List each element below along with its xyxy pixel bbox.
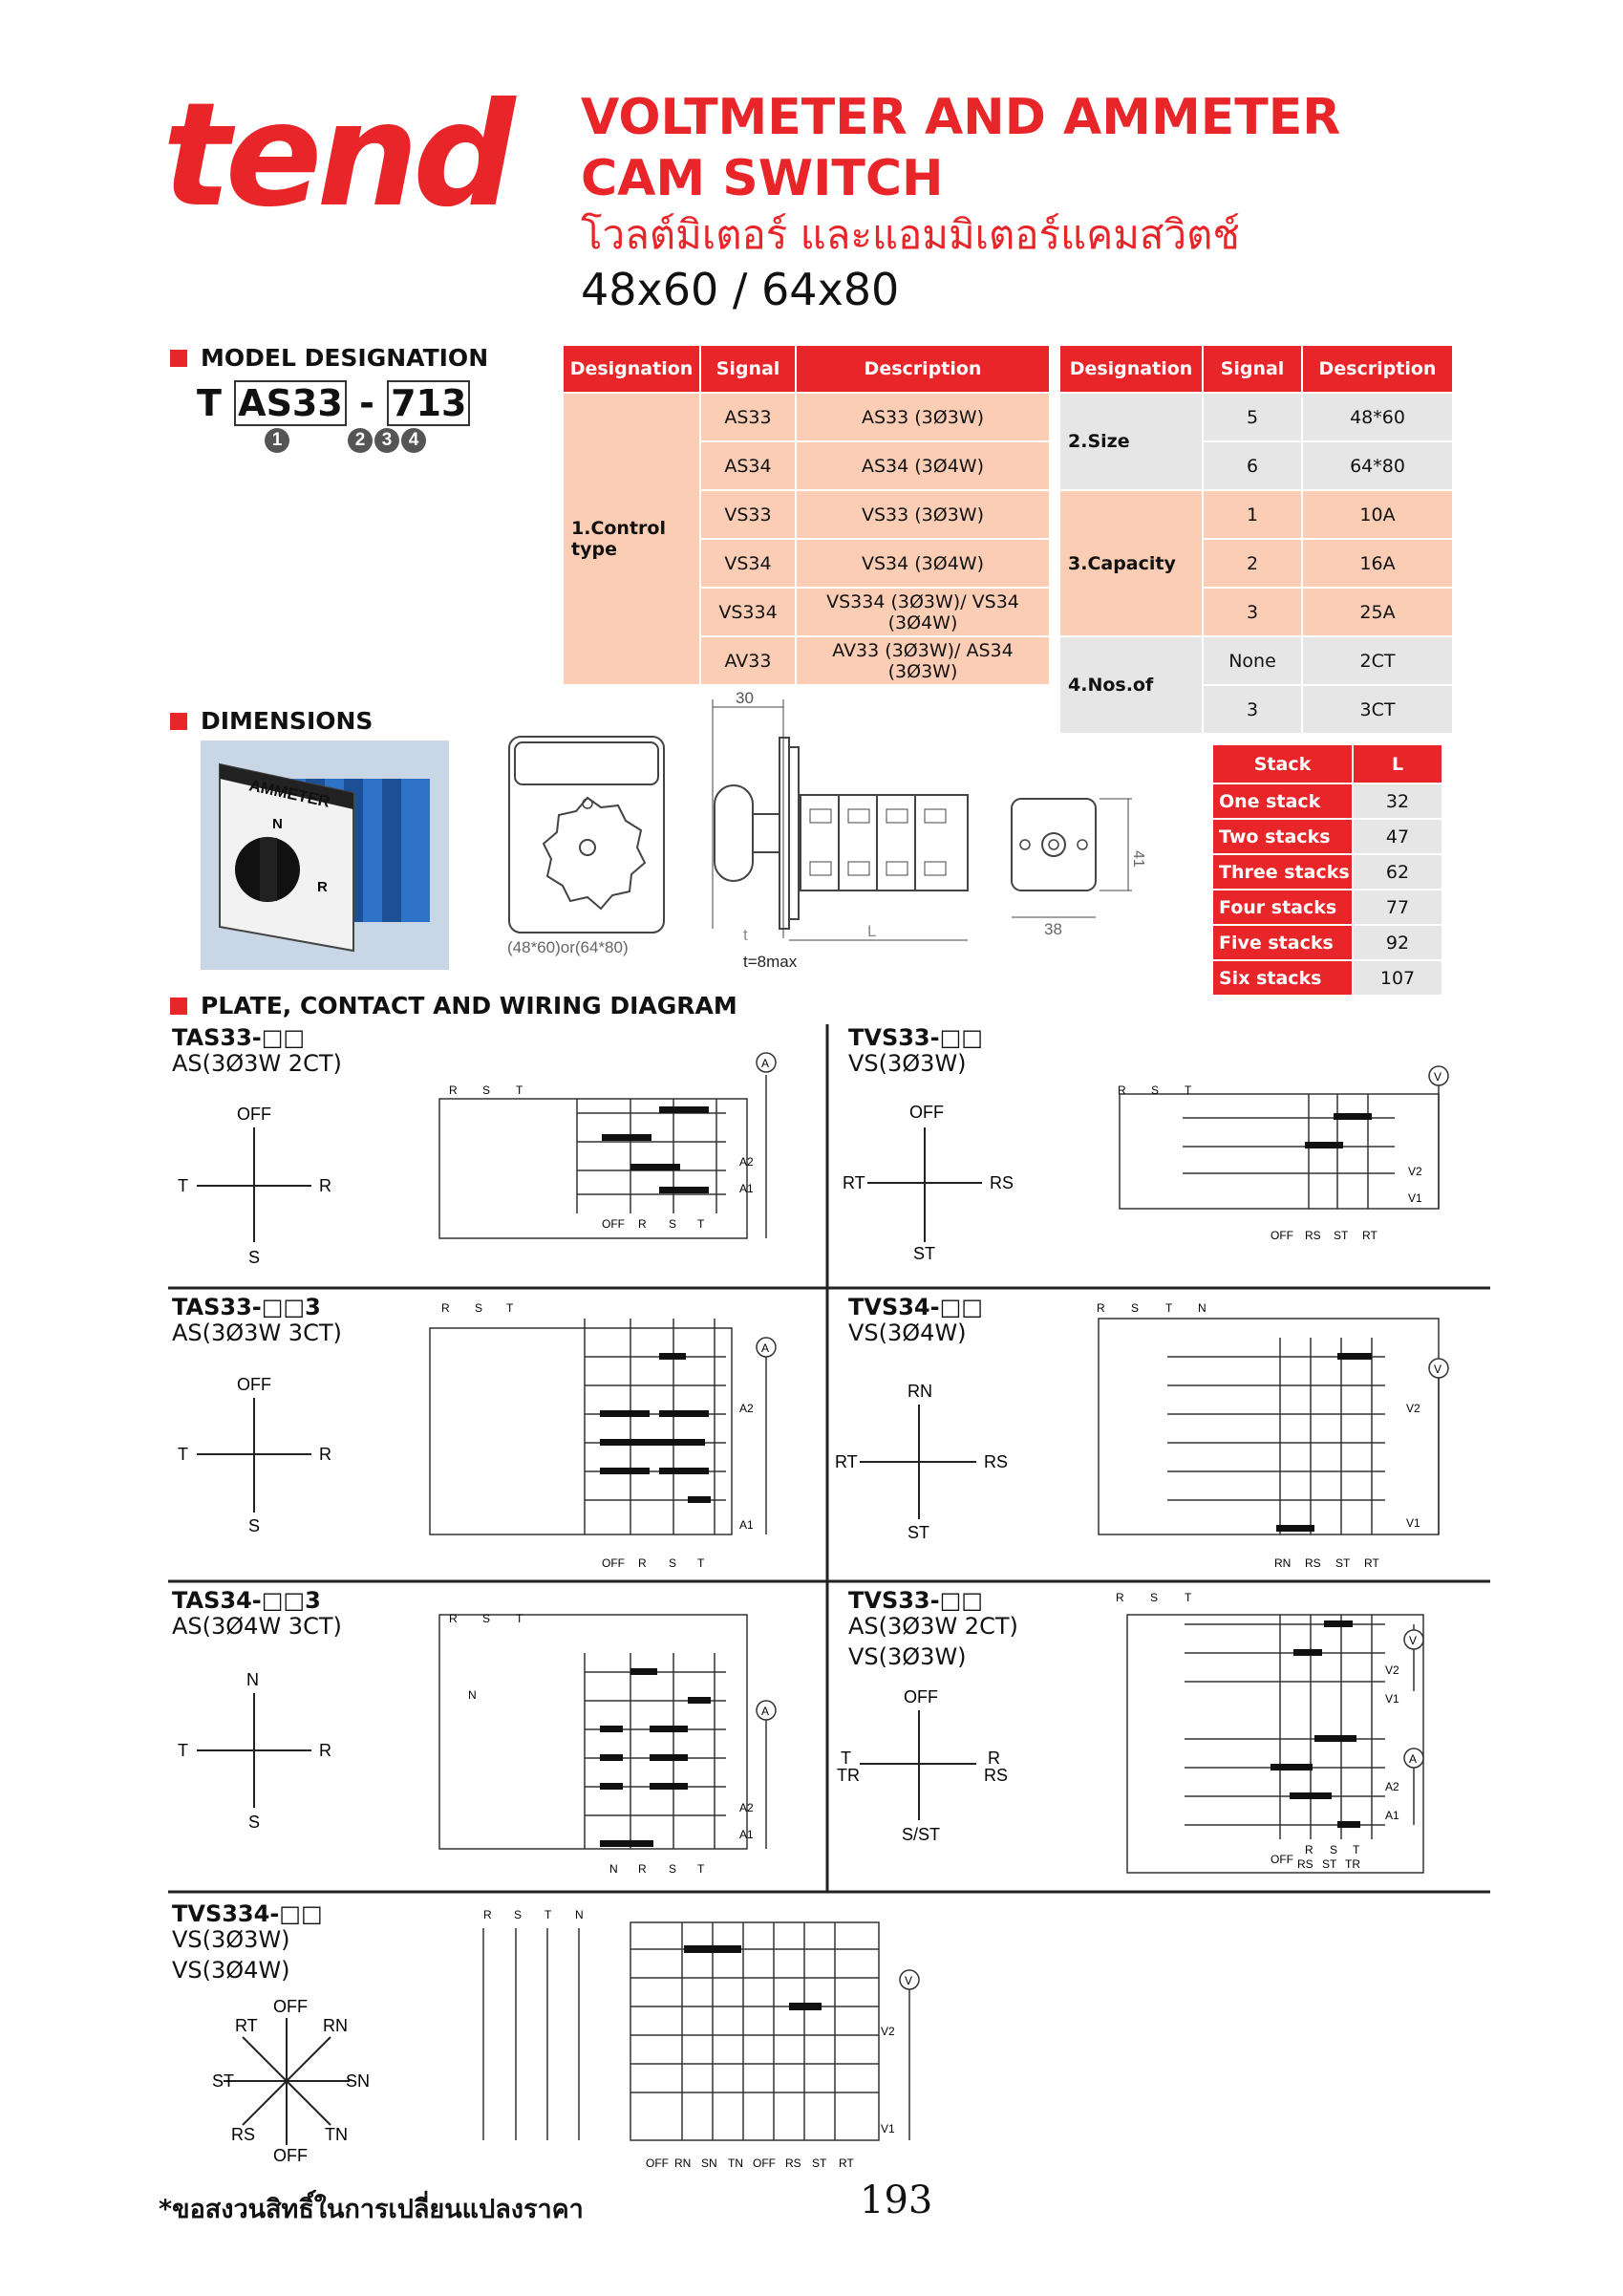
terminal-label: RT: [1362, 1229, 1377, 1242]
terminal-label: RT: [839, 2157, 854, 2170]
line-label: A1: [739, 1828, 754, 1841]
wiring-schematic: [1127, 1615, 1423, 1873]
diagram-subtitle: VS(3Ø3W): [848, 1050, 967, 1077]
terminal-label: R: [638, 1556, 647, 1570]
terminal-label: OFF: [646, 2157, 669, 2170]
meter-symbol: A: [761, 1057, 770, 1070]
meter-symbol: V: [1434, 1363, 1442, 1376]
cell-description: VS334 (3Ø3W)/ VS34 (3Ø4W): [796, 588, 1050, 636]
terminal-label: S: [1150, 1591, 1159, 1604]
col-header: Designation: [1059, 345, 1203, 393]
cell-description: VS34 (3Ø4W): [796, 539, 1050, 588]
terminal-label: T: [516, 1612, 523, 1625]
terminal-label: T: [697, 1862, 705, 1876]
dial-label: OFF: [273, 1997, 308, 2016]
dial-label: ST: [908, 1523, 930, 1542]
terminal-label: ST: [812, 2157, 827, 2170]
dial-label: R: [319, 1741, 331, 1760]
diagram-subtitle: VS(3Ø4W): [172, 1957, 290, 1984]
dial-label: TN: [325, 2125, 348, 2144]
dim-label: 38: [1044, 920, 1062, 938]
dial-label: TR: [837, 1766, 860, 1785]
dial-label: RN: [323, 2016, 348, 2035]
dial-label: T: [178, 1176, 188, 1195]
dial-label: OFF: [904, 1687, 938, 1706]
wiring-schematic: [1120, 1080, 1439, 1209]
dial-label: RS: [231, 2125, 256, 2144]
dial-label: SN: [346, 2071, 371, 2091]
photo-mark: N: [272, 816, 283, 832]
group-label: 4.Nos.of: [1059, 636, 1203, 734]
switch-dial: [197, 1693, 311, 1808]
meter-symbol: A: [1409, 1752, 1418, 1766]
terminal-label: R: [483, 1908, 492, 1921]
terminal-label: SN: [701, 2157, 717, 2170]
terminal-label: T: [1353, 1843, 1360, 1856]
marker-circle: 2: [348, 428, 373, 453]
model-code-2: 713: [387, 380, 470, 426]
diagram-subtitle: AS(3Ø3W 2CT): [172, 1050, 342, 1077]
group-label: 3.Capacity: [1059, 490, 1203, 636]
cell-description: AS34 (3Ø4W): [796, 441, 1050, 490]
terminal-label: OFF: [602, 1217, 625, 1231]
dim-label: 30: [736, 690, 754, 707]
model-code-1: AS33: [234, 380, 347, 426]
photo-mark: R: [317, 879, 328, 895]
diagram-title: TVS34-□□: [848, 1294, 983, 1320]
cell-description: VS33 (3Ø3W): [796, 490, 1050, 539]
dial-label: RT: [843, 1173, 865, 1192]
diagram-title: TVS334-□□: [172, 1900, 323, 1927]
dial-label: RS: [990, 1173, 1014, 1192]
diagram-subtitle: AS(3Ø3W 3CT): [172, 1320, 342, 1346]
stack-name: Four stacks: [1212, 890, 1353, 925]
dial-label: RN: [908, 1382, 932, 1401]
terminal-label: R: [1305, 1843, 1313, 1856]
dial-label: OFF: [237, 1375, 271, 1394]
terminal-label: N: [609, 1862, 618, 1876]
stack-name: Two stacks: [1212, 819, 1353, 854]
terminal-label: T: [516, 1084, 523, 1097]
line-label: A1: [739, 1518, 754, 1532]
line-label: V2: [1385, 1663, 1399, 1677]
terminal-label: T: [506, 1301, 514, 1315]
diagram-title: TAS34-□□3: [172, 1587, 321, 1614]
photo-label: AMMETER: [247, 776, 332, 811]
terminal-label: S: [669, 1862, 677, 1876]
terminal-label: S: [482, 1084, 491, 1097]
line-label: A1: [739, 1182, 754, 1195]
diagram-subtitle: AS(3Ø4W 3CT): [172, 1613, 342, 1640]
terminal-label: N: [1198, 1301, 1207, 1315]
terminal-label: TR: [1345, 1857, 1360, 1871]
brand-logo: tend: [162, 73, 510, 239]
cell-description: AS33 (3Ø3W): [796, 393, 1050, 441]
section-heading: MODEL DESIGNATION: [201, 344, 489, 372]
page-number: 193: [860, 2178, 933, 2222]
dial-label: ST: [913, 1244, 936, 1263]
marker-circle: 4: [401, 428, 426, 453]
terminal-label: T: [697, 1217, 705, 1231]
cell-description: 25A: [1302, 588, 1453, 636]
section-heading: PLATE, CONTACT AND WIRING DIAGRAM: [201, 992, 737, 1019]
meter-symbol: V: [905, 1974, 913, 1987]
dial-label: OFF: [237, 1105, 271, 1124]
wiring-schematic: [430, 1319, 766, 1534]
cell-description: AV33 (3Ø3W)/ AS34 (3Ø3W): [796, 636, 1050, 685]
terminal-label: S: [669, 1217, 677, 1231]
terminal-label: R: [449, 1612, 458, 1625]
terminal-label: T: [545, 1908, 552, 1921]
meter-symbol: A: [761, 1705, 770, 1718]
dial-label: RT: [835, 1452, 858, 1471]
size-subtitle: 48x60 / 64x80: [581, 264, 900, 315]
dim-note: t=8max: [743, 953, 798, 971]
terminal-label: S: [1131, 1301, 1140, 1315]
terminal-label: T: [697, 1556, 705, 1570]
line-label: V2: [881, 2025, 895, 2038]
marker-circle: 1: [265, 428, 289, 453]
line-label: A1: [1385, 1809, 1399, 1822]
cell-signal: 2: [1203, 539, 1302, 588]
cell-signal: AS33: [700, 393, 796, 441]
marker-circle: 3: [374, 428, 399, 453]
front-caption: (48*60)or(64*80): [507, 938, 629, 956]
model-dash: -: [359, 382, 374, 424]
meter-symbol: A: [761, 1341, 770, 1355]
col-header: Designation: [563, 345, 700, 393]
cell-signal: 6: [1203, 441, 1302, 490]
terminal-label: ST: [1322, 1857, 1337, 1871]
meter-symbol: V: [1409, 1634, 1418, 1647]
cell-signal: AV33: [700, 636, 796, 685]
stack-length: 92: [1353, 925, 1442, 960]
stack-length: 107: [1353, 960, 1442, 996]
cell-signal: AS34: [700, 441, 796, 490]
dial-label: RS: [984, 1766, 1009, 1785]
col-header: Stack: [1212, 744, 1353, 783]
cell-signal: VS33: [700, 490, 796, 539]
terminal-label: S: [514, 1908, 523, 1921]
terminal-label: S: [1151, 1084, 1160, 1097]
stack-name: Six stacks: [1212, 960, 1353, 996]
terminal-label: RN: [674, 2157, 692, 2170]
dial-label: OFF: [909, 1103, 944, 1122]
stack-length: 62: [1353, 854, 1442, 890]
dial-label: T: [178, 1445, 188, 1464]
stack-name: Five stacks: [1212, 925, 1353, 960]
line-label: V1: [1406, 1516, 1420, 1530]
dial-label: RT: [235, 2016, 258, 2035]
cell-signal: 3: [1203, 588, 1302, 636]
switch-dial: [197, 1127, 311, 1242]
terminal-label: ST: [1334, 1229, 1349, 1242]
page-title-line1: VOLTMETER AND AMMETER: [581, 89, 1341, 146]
section-heading: DIMENSIONS: [201, 707, 374, 735]
dim-label: t: [743, 926, 748, 944]
dial-label: OFF: [273, 2146, 308, 2165]
terminal-label: R: [1116, 1591, 1124, 1604]
model-prefix: T: [197, 382, 222, 424]
col-header: Signal: [1203, 345, 1302, 393]
line-label: V1: [881, 2122, 895, 2135]
terminal-label: S: [475, 1301, 483, 1315]
line-label: V1: [1408, 1191, 1422, 1205]
dial-label: RS: [984, 1452, 1009, 1471]
dial-label: T: [178, 1741, 188, 1760]
meter-symbol: V: [1434, 1070, 1442, 1084]
line-label: A2: [739, 1402, 754, 1415]
terminal-label: RS: [1305, 1556, 1321, 1570]
diagram-title: TAS33-□□: [172, 1024, 306, 1051]
diagram-subtitle: VS(3Ø4W): [848, 1320, 967, 1346]
cell-signal: None: [1203, 636, 1302, 685]
cell-description: 16A: [1302, 539, 1453, 588]
cell-description: 10A: [1302, 490, 1453, 539]
terminal-label: N: [468, 1688, 477, 1702]
stack-name: One stack: [1212, 783, 1353, 819]
col-header: Signal: [700, 345, 796, 393]
dial-label: S: [248, 1516, 261, 1535]
terminal-label: OFF: [753, 2157, 776, 2170]
line-label: A2: [739, 1155, 754, 1169]
dial-label: R: [319, 1176, 331, 1195]
dial-label: T: [841, 1749, 851, 1768]
group-label: 1.Control type: [563, 393, 700, 685]
dim-label: L: [867, 922, 877, 940]
col-header: L: [1353, 744, 1442, 783]
stack-length: 32: [1353, 783, 1442, 819]
col-header: Description: [796, 345, 1050, 393]
terminal-label: RS: [785, 2157, 801, 2170]
stack-length: 47: [1353, 819, 1442, 854]
diagram-subtitle: AS(3Ø3W 2CT): [848, 1613, 1018, 1640]
terminal-label: T: [1185, 1591, 1192, 1604]
cell-description: 3CT: [1302, 685, 1453, 734]
terminal-label: S: [669, 1556, 677, 1570]
diagram-subtitle: VS(3Ø3W): [172, 1926, 290, 1953]
terminal-label: T: [1185, 1084, 1192, 1097]
terminal-label: OFF: [602, 1556, 625, 1570]
switch-dial: [860, 1405, 976, 1519]
wiring-schematic: [1099, 1319, 1442, 1534]
stack-name: Three stacks: [1212, 854, 1353, 890]
cell-signal: 1: [1203, 490, 1302, 539]
cell-signal: VS34: [700, 539, 796, 588]
dial-label: R: [988, 1749, 1000, 1768]
terminal-label: OFF: [1271, 1853, 1293, 1866]
cell-description: 48*60: [1302, 393, 1453, 441]
cell-signal: VS334: [700, 588, 796, 636]
terminal-label: S: [1330, 1843, 1338, 1856]
terminal-label: RS: [1297, 1857, 1313, 1871]
line-label: V2: [1408, 1165, 1422, 1178]
line-label: V1: [1385, 1692, 1399, 1706]
terminal-label: N: [575, 1908, 584, 1921]
group-label: 2.Size: [1059, 393, 1203, 490]
page-title-thai: โวลต์มิเตอร์ และแอมมิเตอร์แคมสวิตช์: [581, 211, 1240, 258]
dial-label: S: [248, 1813, 261, 1832]
footer-note: *ขอสงวนสิทธิ์ในการเปลี่ยนแปลงราคา: [159, 2195, 584, 2224]
dial-label: ST: [212, 2071, 235, 2091]
cell-description: 64*80: [1302, 441, 1453, 490]
terminal-label: OFF: [1271, 1229, 1293, 1242]
switch-dial: [867, 1127, 982, 1242]
wiring-schematic: [483, 1922, 909, 2140]
diagram-title: TAS33-□□3: [172, 1294, 321, 1320]
terminal-label: ST: [1335, 1556, 1351, 1570]
stack-length: 77: [1353, 890, 1442, 925]
diagram-title: TVS33-□□: [848, 1024, 983, 1051]
diagram-subtitle: VS(3Ø3W): [848, 1643, 967, 1670]
dial-label: S: [248, 1248, 261, 1267]
terminal-label: RN: [1274, 1556, 1292, 1570]
dial-label: S/ST: [902, 1825, 941, 1844]
line-label: A2: [1385, 1780, 1399, 1793]
terminal-label: R: [441, 1301, 450, 1315]
terminal-label: R: [449, 1084, 458, 1097]
terminal-label: RT: [1364, 1556, 1379, 1570]
cell-signal: 5: [1203, 393, 1302, 441]
terminal-label: S: [482, 1612, 491, 1625]
terminal-label: T: [1165, 1301, 1173, 1315]
dim-label: 41: [1130, 850, 1146, 868]
diagram-title: TVS33-□□: [848, 1587, 983, 1614]
switch-dial: [860, 1710, 976, 1820]
dial-label: N: [246, 1670, 259, 1689]
terminal-label: TN: [728, 2157, 743, 2170]
line-label: V2: [1406, 1402, 1420, 1415]
terminal-label: R: [1097, 1301, 1105, 1315]
terminal-label: R: [638, 1217, 647, 1231]
terminal-label: RS: [1305, 1229, 1321, 1242]
cell-signal: 3: [1203, 685, 1302, 734]
page-title-line2: CAM SWITCH: [581, 150, 944, 207]
cell-description: 2CT: [1302, 636, 1453, 685]
dial-label: R: [319, 1445, 331, 1464]
col-header: Description: [1302, 345, 1453, 393]
terminal-label: R: [1118, 1084, 1126, 1097]
terminal-label: R: [638, 1862, 647, 1876]
switch-dial: [197, 1398, 311, 1513]
wiring-schematic: [439, 1075, 766, 1238]
line-label: A2: [739, 1801, 754, 1814]
